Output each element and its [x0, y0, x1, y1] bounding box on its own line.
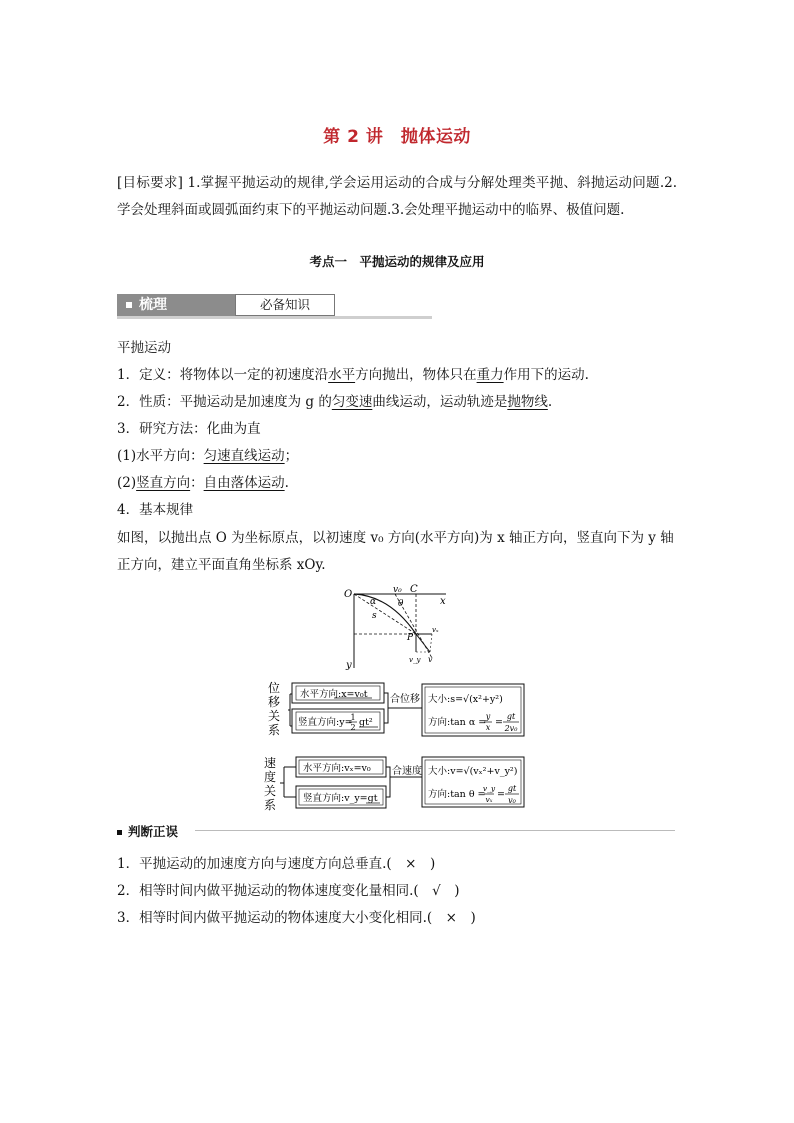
intro-line-2: 正方向，建立平面直角坐标系 xOy. [117, 557, 326, 573]
vel-vert-text: 竖直方向:v_y=gt [303, 793, 378, 804]
horiz-post: ； [284, 448, 299, 464]
judge-header [117, 822, 677, 838]
prop-mid: 曲线运动，运动轨迹是 [372, 394, 508, 410]
parallelogram-right [430, 634, 432, 652]
disp-side-1: 位 [267, 681, 281, 695]
vel-magnitude: 大小:v=√(vₓ²+v_y²) [428, 766, 518, 777]
disp-f1-num: y [485, 712, 491, 721]
vel-f2-num: gt [507, 784, 517, 793]
judge-item-1 [117, 851, 435, 878]
label-theta: θ [398, 599, 404, 609]
label-c: C [410, 584, 418, 595]
disp-gt2: gt² [359, 717, 373, 728]
prop-blank-2: 抛物线 [507, 394, 548, 410]
lecture-title: 第 2 讲 抛体运动 [323, 127, 471, 147]
vert-mid: ： [190, 475, 204, 491]
disp-left-brace [288, 694, 292, 726]
goal-label: [目标要求] [117, 175, 183, 191]
label-p: P [407, 633, 414, 643]
label-vy: v_y [409, 656, 421, 664]
vert-post: . [284, 475, 289, 491]
disp-half-num: 1 [350, 713, 356, 722]
vel-mid-label: 合速度 [392, 766, 422, 777]
intro-line-1: 如图，以抛出点 O 为坐标原点，以初速度 v₀ 方向(水平方向)为 x 轴正方向，竖直向下为 y 轴 [117, 530, 674, 546]
horiz-blank: 匀速直线运动 [203, 448, 285, 464]
vel-direction: 方向:tan θ = [428, 789, 486, 800]
section-banner [117, 294, 432, 320]
square-icon [126, 302, 132, 308]
def-blank-1: 水平 [328, 367, 356, 383]
displacement-line [354, 594, 416, 634]
judge-item-1-mark: ( × ) [386, 856, 436, 872]
disp-eq: = [495, 717, 503, 728]
vert-blank-2: 自由落体运动 [203, 475, 285, 491]
disp-vert-text: 竖直方向:y= [298, 717, 353, 728]
label-alpha: α [370, 597, 377, 607]
label-y: y [346, 660, 352, 671]
label-vx: vₓ [432, 626, 439, 634]
vel-f1-num: v_y [482, 784, 496, 793]
disp-side-2: 移 [267, 695, 281, 709]
vel-side-1: 速 [263, 756, 277, 770]
disp-mid-label: 合位移 [390, 694, 420, 705]
disp-f1-den: x [485, 723, 491, 732]
trajectory-diagram [340, 582, 460, 672]
disp-side-4: 系 [267, 723, 281, 737]
vel-eq: = [497, 789, 505, 800]
judge-item-3-mark: ( × ) [426, 910, 476, 926]
basic-rules-line: 4．基本规律 [117, 502, 194, 518]
displacement-relation-chart [262, 680, 530, 740]
prop-post: . [547, 394, 553, 410]
banner-main-label: 梳理 [139, 297, 167, 313]
disp-half-den: 2 [350, 723, 356, 732]
def-post: 作用下的运动. [503, 367, 589, 383]
horizontal-line [117, 443, 298, 470]
def-pre: 1．定义：将物体以一定的初速度沿 [117, 367, 329, 383]
goal-text: 1.掌握平抛运动的规律,学会运用运动的合成与分解处理类平抛、斜抛运动问题.2.学会处理斜面或圆弧面约束下的平抛运动问题.3.会处理平抛运动中的临界、极值问题. [117, 175, 677, 218]
vel-side-2: 度 [263, 770, 277, 784]
disp-horiz-text: 水平方向:x=v₀t [300, 689, 368, 700]
definition-line [117, 362, 589, 389]
label-v: v [428, 655, 433, 664]
label-v0: v₀ [393, 585, 402, 595]
vel-side-3: 关 [263, 784, 277, 798]
topic-heading: 平抛运动 [117, 340, 171, 356]
label-x: x [440, 596, 446, 607]
vel-f2-den: v₀ [508, 796, 516, 805]
prop-blank-1: 匀变速 [331, 394, 373, 410]
method-line: 3．研究方法：化曲为直 [117, 421, 261, 437]
judge-item-2-text: 2．相等时间内做平抛运动的物体速度变化量相同. [117, 883, 414, 899]
disp-magnitude: 大小:s=√(x²+y²) [428, 694, 503, 705]
prop-pre: 2．性质：平抛运动是加速度为 g 的 [117, 394, 332, 410]
judge-item-2-mark: ( √ ) [413, 883, 460, 899]
banner-underline [117, 316, 432, 319]
label-o: O [344, 589, 353, 600]
judge-header-label: 判断正误 [117, 822, 178, 840]
disp-f2-num: gt [506, 712, 516, 721]
vel-left-brace [280, 767, 296, 797]
section-title: 考点一 平抛运动的规律及应用 [309, 254, 485, 269]
vert-pre: (2) [117, 475, 137, 491]
judge-item-1-text: 1．平抛运动的加速度方向与速度方向总垂直. [117, 856, 387, 872]
bullet-icon [117, 830, 122, 835]
judge-header-rule [195, 830, 675, 831]
vel-f1-den: vₓ [485, 795, 493, 804]
judge-item-3-text: 3．相等时间内做平抛运动的物体速度大小变化相同. [117, 910, 427, 926]
velocity-relation-chart [262, 755, 530, 815]
property-line [117, 389, 552, 416]
disp-direction: 方向:tan α = [428, 717, 487, 728]
v-vector [416, 634, 430, 652]
horiz-pre: (1)水平方向： [117, 448, 204, 464]
judge-item-3 [117, 905, 476, 932]
def-mid: 方向抛出，物体只在 [355, 367, 477, 383]
vel-horiz-text: 水平方向:vₓ=v₀ [303, 763, 371, 774]
disp-f2-den: 2v₀ [504, 724, 518, 733]
judge-item-2 [117, 878, 460, 905]
vel-side-4: 系 [263, 798, 277, 812]
banner-main [117, 294, 235, 316]
goal-requirements [117, 170, 677, 224]
banner-tag: 必备知识 [235, 294, 335, 316]
label-s: s [372, 611, 377, 621]
vertical-line [117, 470, 289, 497]
def-blank-2: 重力 [476, 367, 504, 383]
disp-side-3: 关 [267, 709, 281, 723]
vert-blank-1: 竖直方向 [136, 475, 191, 491]
